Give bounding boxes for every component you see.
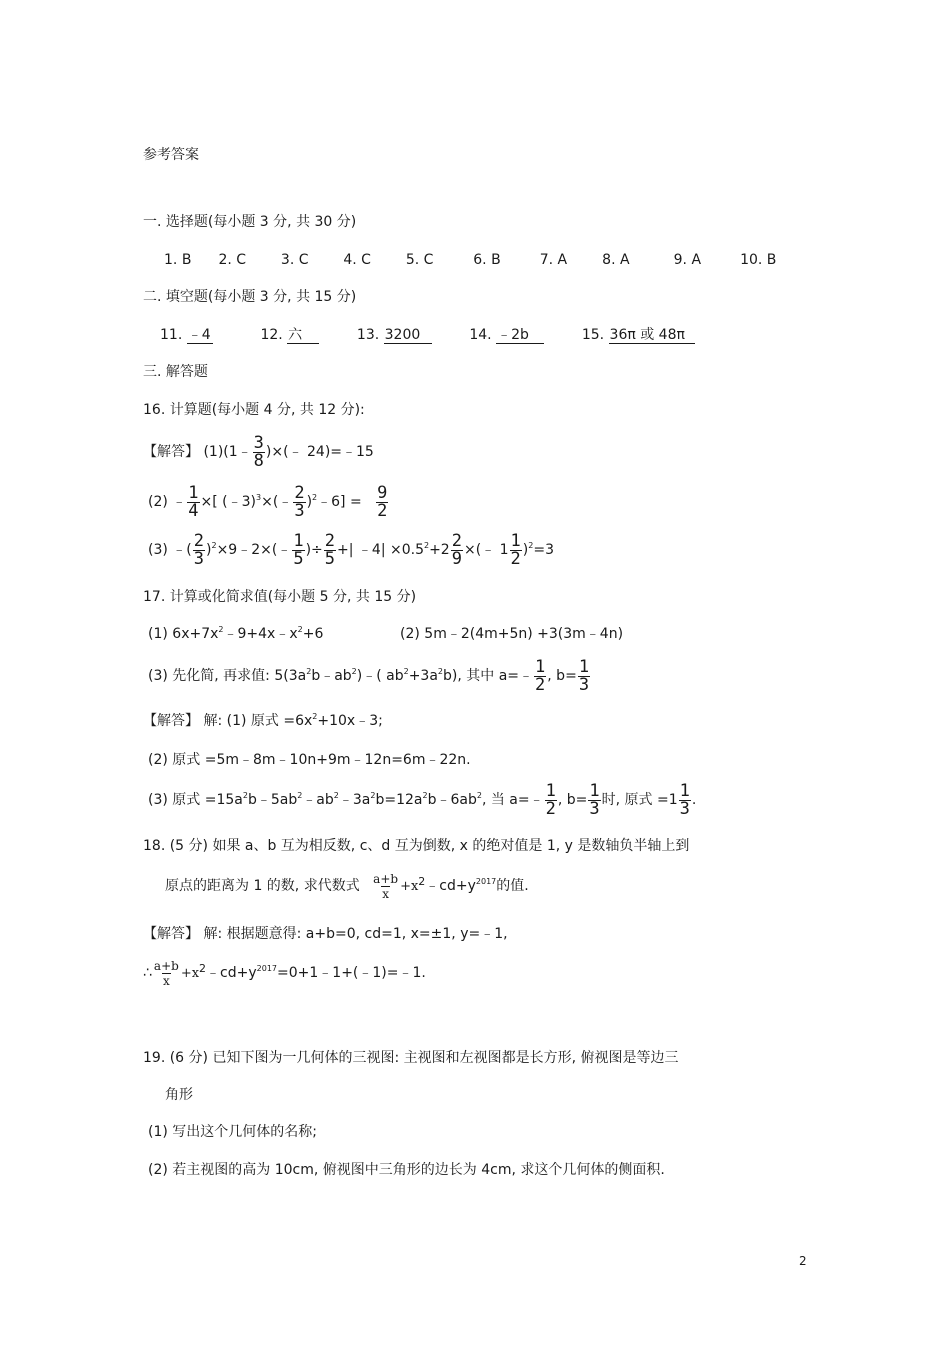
mc-item: 10. B (740, 252, 777, 268)
fraction: $\frac{3}{8}$ (253, 432, 264, 471)
fill-item: 11. ﹣4 (160, 325, 256, 345)
q18-solution1: 【解答】 解: 根据题意得: a+b=0, cd=1, x=±1, y=﹣1, (143, 926, 508, 942)
mc-item: 3. C (280, 252, 309, 268)
fraction: $\frac{1}{3}$ (679, 780, 690, 819)
q19-line2: 角形 (165, 1087, 193, 1103)
q16-part2: (2) ﹣ $\frac{1}{4}$ ×[ (﹣3)$^3$×(﹣ $\frac{2}{3}$ )$^2$﹣6] = $\frac{9}{2}$ (148, 482, 388, 521)
q18-solution2: ∴ $\frac{a+b}{x}$ $+x^2﹣cd+y^{2017}=0+1﹣1+(﹣1)=﹣1$. (143, 958, 426, 988)
fill-item: 13. 3200 (357, 325, 465, 345)
fraction: $\frac{1}{2}$ (510, 530, 521, 569)
fill-item: 14. ﹣2b (469, 325, 577, 345)
q17-solution2: (2) 原式 =5m﹣8m﹣10n+9m﹣12n=6m﹣22n. (148, 752, 471, 768)
q16-part3: (3) ﹣( $\frac{2}{3}$ )$^2$×9﹣2×(﹣ $\frac{1}{5}$ )÷ $\frac{2}{5}$ +| ﹣4| $\times 0.5^2+2$ $\frac{2}{9}$ ×(﹣ 1 $\frac{1}{2}$ )$^2$=3 (148, 530, 554, 569)
q17-solution1: 【解答】 解: (1) 原式 $=6x^2+10x﹣3$; (143, 712, 383, 729)
q19-part2: (2) 若主视图的高为 10cm, 俯视图中三角形的边长为 4cm, 求这个几何体的侧面积. (148, 1162, 665, 1178)
fraction: $\frac{1}{5}$ (293, 530, 304, 569)
q17-problem3: (3) 先化简, 再求值: $5(3a^2b﹣ab^2)﹣$( $ab^2+3a^2b$), 其中 a=﹣ $\frac{1}{2}$ , b= $\frac{1}{3}$ (148, 656, 590, 695)
mc-item: 7. A (539, 252, 568, 268)
fraction: $\frac{2}{3}$ (294, 482, 305, 521)
fraction: $\frac{1}{3}$ (589, 780, 600, 819)
fraction: $\frac{1}{2}$ (545, 780, 556, 819)
fill-item: 12. 六 (260, 325, 352, 345)
fraction: $\frac{1}{4}$ (188, 482, 199, 521)
mc-item: 4. C (343, 252, 371, 268)
section-solutions: 三. 解答题 (143, 364, 208, 380)
mc-item: 1. B (164, 252, 192, 268)
q17-solution3: (3) 原式 $=15a^2b﹣5ab^2﹣ab^2﹣3a^2b=12a^2b﹣6ab^2$, 当 a=﹣ $\frac{1}{2}$ , b= $\frac{1}{3}$ 时, 原式 =1 $\frac{1}{3}$ . (148, 780, 697, 819)
q16-heading: 16. 计算题(每小题 4 分, 共 12 分): (143, 402, 365, 418)
fraction: $\frac{1}{3}$ (578, 656, 590, 695)
mc-item: 2. C (218, 252, 247, 268)
q16-part1: 【解答】 (1)(1﹣ $\frac{3}{8}$ )×(﹣ 24)=﹣15 (143, 432, 374, 471)
fraction: $\frac{a+b}{x}$ (153, 958, 179, 988)
section-multiple-choice: 一. 选择题(每小题 3 分, 共 30 分) (143, 214, 357, 230)
q17-heading: 17. 计算或化简求值(每小题 5 分, 共 15 分) (143, 589, 417, 605)
mc-item: 8. A (602, 252, 630, 268)
mc-item: 9. A (673, 252, 702, 268)
fill-item: 15. 36π 或 48π (582, 325, 695, 345)
fill-answers-line (160, 325, 695, 345)
mc-item: 5. C (405, 252, 434, 268)
q17-problem1: (1) $6x+7x^2﹣9+4x﹣x^2+6$ (148, 625, 324, 642)
fraction: $\frac{a+b}{x}$ (373, 871, 399, 901)
q19-line1: 19. (6 分) 已知下图为一几何体的三视图: 主视图和左视图都是长方形, 俯视图是等边三 (143, 1050, 679, 1066)
fraction: $\frac{9}{2}$ (377, 482, 388, 521)
q18-line2: 原点的距离为 1 的数, 求代数式 $\frac{a+b}{x}$ $+x^2﹣cd+y^{2017}$的值. (165, 871, 529, 901)
mc-answers-line (164, 250, 776, 270)
fraction: $\frac{2}{3}$ (193, 530, 204, 569)
doc-title: 参考答案 (143, 147, 199, 163)
fraction: $\frac{2}{5}$ (324, 530, 336, 569)
fraction: $\frac{2}{9}$ (451, 530, 462, 569)
mc-item: 6. B (473, 252, 501, 268)
q18-line1: 18. (5 分) 如果 a、b 互为相反数, c、d 互为倒数, x 的绝对值是 1, y 是数轴负半轴上到 (143, 838, 690, 854)
q17-problem2: (2) 5m﹣2(4m+5n) +3(3m﹣4n) (400, 626, 624, 642)
page-number: 2 (799, 1254, 807, 1268)
section-fill-blank: 二. 填空题(每小题 3 分, 共 15 分) (143, 289, 357, 305)
q19-part1: (1) 写出这个几何体的名称; (148, 1124, 317, 1140)
fraction: $\frac{1}{2}$ (535, 656, 546, 695)
